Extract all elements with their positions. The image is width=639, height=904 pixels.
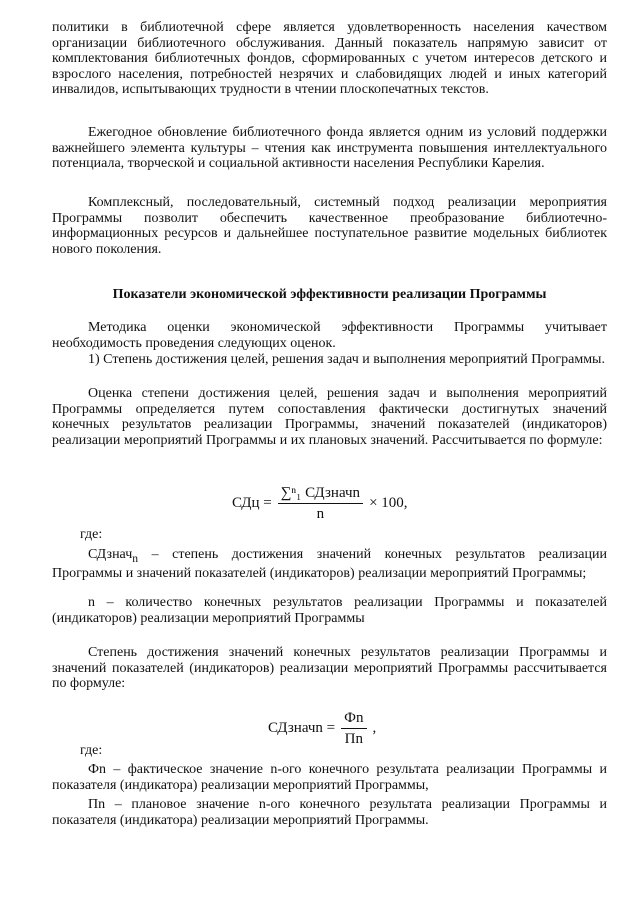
section-heading: Показатели экономической эффективности реализации Программы — [112, 287, 547, 302]
where-label-2: где: — [80, 743, 103, 758]
formula-sdznach-rhs: , — [372, 720, 377, 736]
definition-n: n – количество конечных результатов реализации Программы и показателей (индикаторов) реализации мероприятий Программы — [52, 595, 607, 626]
definition-pn: Пn – плановое значение n-ого конечного результата реализации Программы и показателя (индикатора) реализации мероприятий Программы. — [52, 797, 607, 828]
definition-sdznach-text: СДзнач$_n$ – степень достижения значений конечных результатов реализации Программы и значений показателей (индикаторов) реализации мероприятий Программы; — [52, 547, 607, 582]
formula-sdc — [232, 485, 408, 522]
formula-sdznach-lhs: СДзначn = — [268, 720, 336, 736]
paragraph-complex-approach: Комплексный, последовательный, системный подход реализации мероприятия Программы позволит обеспечить качественное преобразование библиотечно-информационных ресурсов и дальнейшее поступательное развитие модельных библиотек нового поколения. — [52, 195, 607, 257]
paragraph-item-1: 1) Степень достижения целей, решения задач и выполнения мероприятий Программы. — [88, 352, 605, 367]
paragraph-methodology: Методика оценки экономической эффективности Программы учитывает необходимость проведения следующих оценок. — [52, 320, 607, 351]
definition-fn: Фn – фактическое значение n-ого конечного результата реализации Программы и показателя (индикатора) реализации мероприятий Программы, — [52, 762, 607, 793]
formula-sdc-numerator: ∑ⁿ₁ СДзначn — [278, 485, 363, 504]
formula-sdc-rhs: × 100, — [369, 495, 408, 511]
paragraph-annual-fund-update: Ежегодное обновление библиотечного фонда является одним из условий поддержки важнейшего элемента культуры – чтения как инструмента повышения интеллектуального потенциала, творческой и социальной активности населения Республики Карелия. — [52, 125, 607, 172]
definition-sdznach — [52, 547, 607, 582]
paragraph-degree-calc: Степень достижения значений конечных результатов реализации Программы и значений показателей (индикаторов) реализации мероприятий Программы рассчитывается по формуле: — [52, 645, 607, 692]
where-label-1: где: — [80, 527, 103, 542]
formula-sdc-lhs: СДц = — [232, 495, 272, 511]
formula-sdznach-fraction — [341, 710, 366, 747]
paragraph-library-policy: политики в библиотечной сфере является удовлетворенность населения качеством организации библиотечного обслуживания. Данный показатель напрямую зависит от комплектования библиотечных фондов, сформированных с учетом интересов детского и взрослого населения, потребностей незрячих и слабовидящих людей и иных категорий инвалидов, испытывающих трудности в чтении плоскопечатных текстов. — [52, 20, 607, 98]
formula-sdznach — [268, 710, 376, 747]
formula-sdznach-denominator: Пn — [344, 731, 363, 747]
formula-sdc-denominator: n — [316, 506, 325, 522]
paragraph-assessment: Оценка степени достижения целей, решения задач и выполнения мероприятий Программы определяется путем сопоставления фактически достигнутых значений конечных результатов реализации Программы, значений показателей (индикаторов) реализации мероприятий Программы и их плановых значений. Рассчитывается по формуле: — [52, 386, 607, 448]
formula-sdc-fraction — [278, 485, 363, 522]
formula-sdznach-numerator: Фn — [341, 710, 366, 729]
